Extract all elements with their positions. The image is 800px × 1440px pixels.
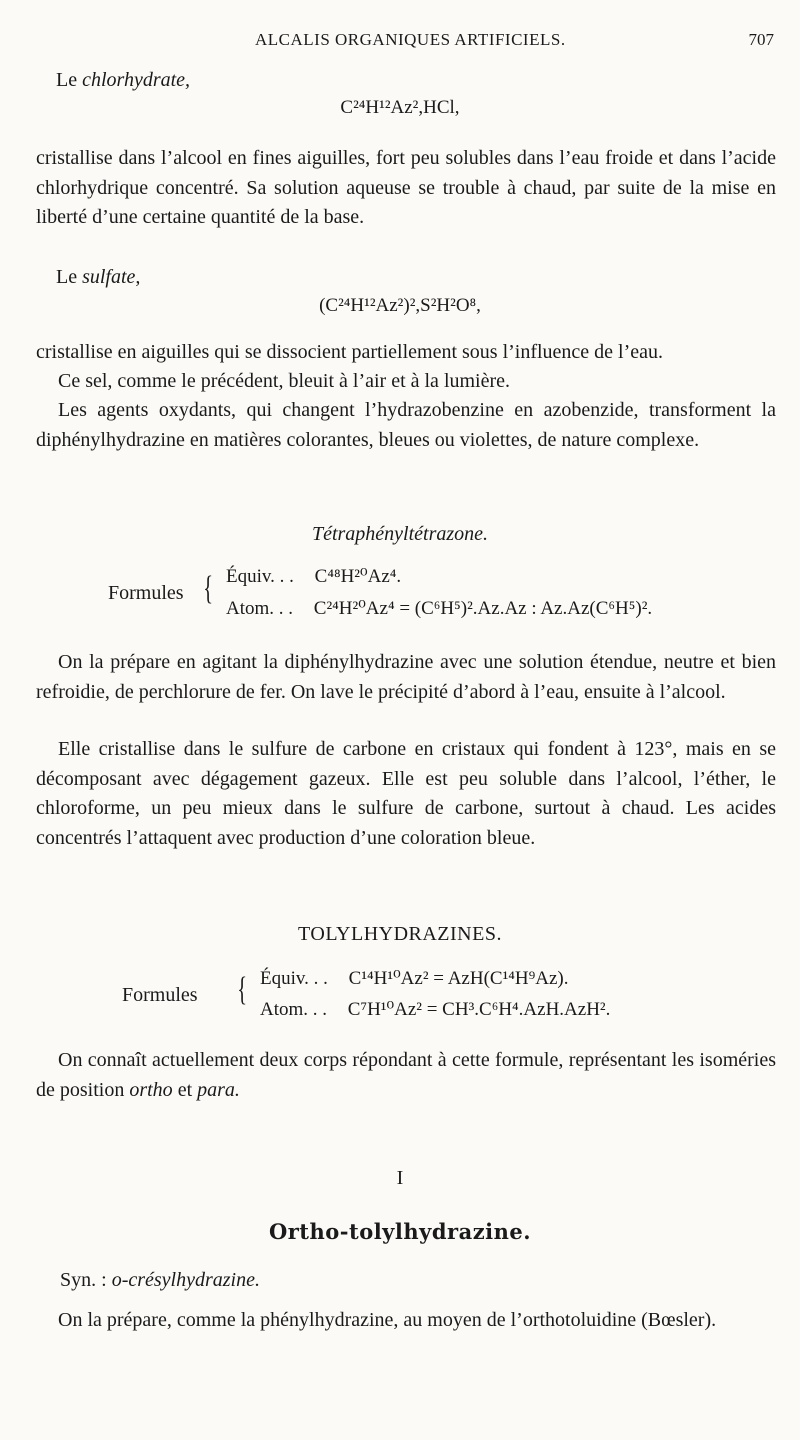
ortho-tolyl-title: Ortho-tolylhydrazine. <box>268 1219 532 1244</box>
tolyl-paragraph-mid: et <box>172 1078 198 1101</box>
sulfate-intro-prefix: Le <box>56 266 83 288</box>
sulfate-intro <box>56 263 140 291</box>
tolyl-equiv-formula: C¹⁴H¹⁰Az² = AzH(C¹⁴H⁹Az). <box>348 968 569 989</box>
tetraphenyl-formules-label: Formules <box>108 582 184 604</box>
running-title: ALCALIS ORGANIQUES ARTIFICIELS. <box>255 30 566 49</box>
tetraphenyl-atom-formula: C²⁴H²⁰Az⁴ = (C⁶H⁵)².Az.Az : Az.Az(C⁶H⁵)². <box>313 598 653 619</box>
ortho-tolyl-paragraph: On la prépare, comme la phénylhydrazine, au moyen de l’orthotoluidine (Bœsler). <box>58 1309 717 1331</box>
tolyl-atom-label: Atom. . . <box>260 999 328 1020</box>
sulfate-formula: (C²⁴H¹²Az²)²,S²H²O⁸, <box>319 295 481 316</box>
tolyl-paragraph-start: On connaît actuellement deux corps répondant à cette formule, représentant les isoméries de position <box>36 1049 776 1101</box>
tolyl-section-title: TOLYLHYDRAZINES. <box>298 923 502 945</box>
tetraphenyl-paragraph-1: On la prépare en agitant la diphénylhydrazine avec une solution étendue, neutre et bien refroidie, de perchlorure de fer. On lave le précipité d’abord à l’eau, ensuite à l’alcool. <box>36 651 776 703</box>
tetraphenyl-brace: { <box>203 570 214 607</box>
chlorhydrate-paragraph: cristallise dans l’alcool en fines aiguilles, fort peu solubles dans l’eau froide et dans l’acide chlorhydrique concentré. Sa solution aqueuse se trouble à chaud, par suite de la mise en liberté d’une certaine quantité de la base. <box>36 147 776 228</box>
roman-numeral: I <box>396 1167 404 1189</box>
sulfate-paragraph-1: cristallise en aiguilles qui se dissocient partiellement sous l’influence de l’eau. <box>36 341 664 363</box>
chlorhydrate-intro <box>56 66 190 94</box>
tetraphenyl-atom-row <box>226 597 652 620</box>
tetraphenyl-equiv-row <box>226 565 401 588</box>
tolyl-ortho: ortho <box>129 1078 173 1101</box>
tetraphenyl-equiv-formula: C⁴⁸H²⁰Az⁴. <box>314 566 402 587</box>
tolyl-equiv-label: Équiv. . . <box>260 968 328 989</box>
tolyl-para: para. <box>197 1078 240 1101</box>
tetraphenyl-equiv-label: Équiv. . . <box>226 566 294 587</box>
tolyl-paragraph <box>36 1046 776 1105</box>
tolyl-atom-row <box>260 998 610 1021</box>
chlorhydrate-term: chlorhydrate, <box>82 69 191 91</box>
page-header <box>0 30 800 54</box>
synonym-value: o-crésylhydrazine. <box>111 1269 260 1291</box>
tolyl-equiv-row <box>260 967 568 990</box>
chlorhydrate-intro-prefix: Le <box>56 69 83 91</box>
tetraphenyl-title: Tétraphényltétrazone. <box>311 523 489 545</box>
sulfate-paragraph-2: Ce sel, comme le précédent, bleuit à l’air et à la lumière. <box>58 370 511 392</box>
synonym-line <box>60 1266 260 1294</box>
tolyl-brace: { <box>237 971 248 1008</box>
synonym-label: Syn. : <box>60 1269 112 1291</box>
chlorhydrate-formula: C²⁴H¹²Az²,HCl, <box>340 97 460 118</box>
sulfate-paragraph-3: Les agents oxydants, qui changent l’hydrazobenzine en azobenzide, transforment la diphénylhydrazine en matières colorantes, bleues ou violettes, de nature complexe. <box>36 399 776 451</box>
tolyl-atom-formula: C⁷H¹⁰Az² = CH³.C⁶H⁴.AzH.AzH². <box>347 999 611 1020</box>
tetraphenyl-paragraph-2: Elle cristallise dans le sulfure de carbone en cristaux qui fondent à 123°, mais en se décomposant avec dégagement gazeux. Elle est peu soluble dans l’alcool, l’éther, le chloroforme, un peu mieux dans le sulfure de carbone, surtout à chaud. Les acides concentrés l’attaquent avec production d’une coloration bleue. <box>36 738 776 849</box>
tetraphenyl-atom-label: Atom. . . <box>226 598 294 619</box>
sulfate-term: sulfate, <box>82 266 141 288</box>
tolyl-formules-label: Formules <box>122 984 198 1006</box>
page-number: 707 <box>748 30 774 49</box>
